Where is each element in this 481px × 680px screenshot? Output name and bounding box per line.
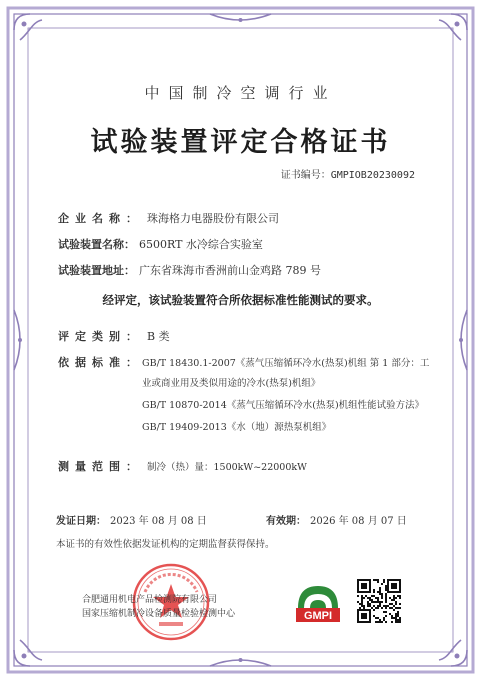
grade-value: B 类 bbox=[147, 330, 170, 343]
standard-line: 业或商业用及类似用途的冷水(热泵)机组》 bbox=[142, 378, 321, 389]
valid-date-value: 2026 年 08 月 07 日 bbox=[310, 516, 407, 527]
device-label: 试验装置名称： bbox=[58, 238, 135, 251]
standards-label: 依据标准： bbox=[58, 356, 143, 369]
range-value: 制冷（热）量：1500kW~22000kW bbox=[147, 462, 307, 473]
validity-note: 本证书的有效性依据发证机构的定期监督获得保持。 bbox=[56, 539, 275, 550]
address-row bbox=[58, 262, 321, 278]
gmpi-logo-icon bbox=[294, 582, 342, 626]
valid-date-label: 有效期： bbox=[266, 516, 306, 527]
company-label: 企业名称： bbox=[58, 212, 143, 225]
issuer-name: 国家压缩机制冷设备质量检验检测中心 bbox=[82, 609, 236, 619]
range-row bbox=[58, 458, 307, 474]
valid-date bbox=[266, 512, 407, 527]
device-row bbox=[58, 236, 263, 252]
issue-date-value: 2023 年 08 月 08 日 bbox=[110, 516, 207, 527]
standards-row bbox=[58, 354, 143, 370]
standard-line: GB/T 19409-2013《水（地）源热泵机组》 bbox=[142, 422, 332, 433]
company-row bbox=[58, 210, 279, 226]
address-label: 试验装置地址： bbox=[58, 264, 135, 277]
address-value: 广东省珠海市香洲前山金鸡路 789 号 bbox=[139, 264, 321, 277]
device-value: 6500RT 水冷综合实验室 bbox=[139, 238, 263, 251]
issue-date-label: 发证日期： bbox=[56, 516, 106, 527]
grade-label: 评定类别： bbox=[58, 330, 143, 343]
standard-line: GB/T 18430.1-2007《蒸气压缩循环冷水(热泵)机组 第 1 部分：工 bbox=[142, 358, 430, 369]
certificate-number-label: 证书编号： bbox=[280, 170, 331, 181]
gmpi-logo-text: GMPI bbox=[303, 610, 333, 622]
certificate-title: 试验装置评定合格证书 bbox=[90, 127, 391, 158]
qr-code-icon bbox=[356, 578, 402, 624]
range-label: 测量范围： bbox=[58, 460, 143, 473]
org-header: 中国制冷空调行业 bbox=[144, 84, 337, 102]
issuer-name: 合肥通用机电产品检测院有限公司 bbox=[82, 595, 218, 605]
grade-row bbox=[58, 328, 170, 344]
evaluation-statement: 经评定，该试验装置符合所依据标准性能测试的要求。 bbox=[102, 293, 379, 307]
company-value: 珠海格力电器股份有限公司 bbox=[147, 212, 279, 225]
certificate-number bbox=[281, 166, 415, 181]
issue-date bbox=[56, 512, 207, 527]
standard-line: GB/T 10870-2014《蒸气压缩循环冷水(热泵)机组性能试验方法》 bbox=[142, 400, 425, 411]
certificate-number-value: GMPIOB20230092 bbox=[330, 170, 415, 181]
